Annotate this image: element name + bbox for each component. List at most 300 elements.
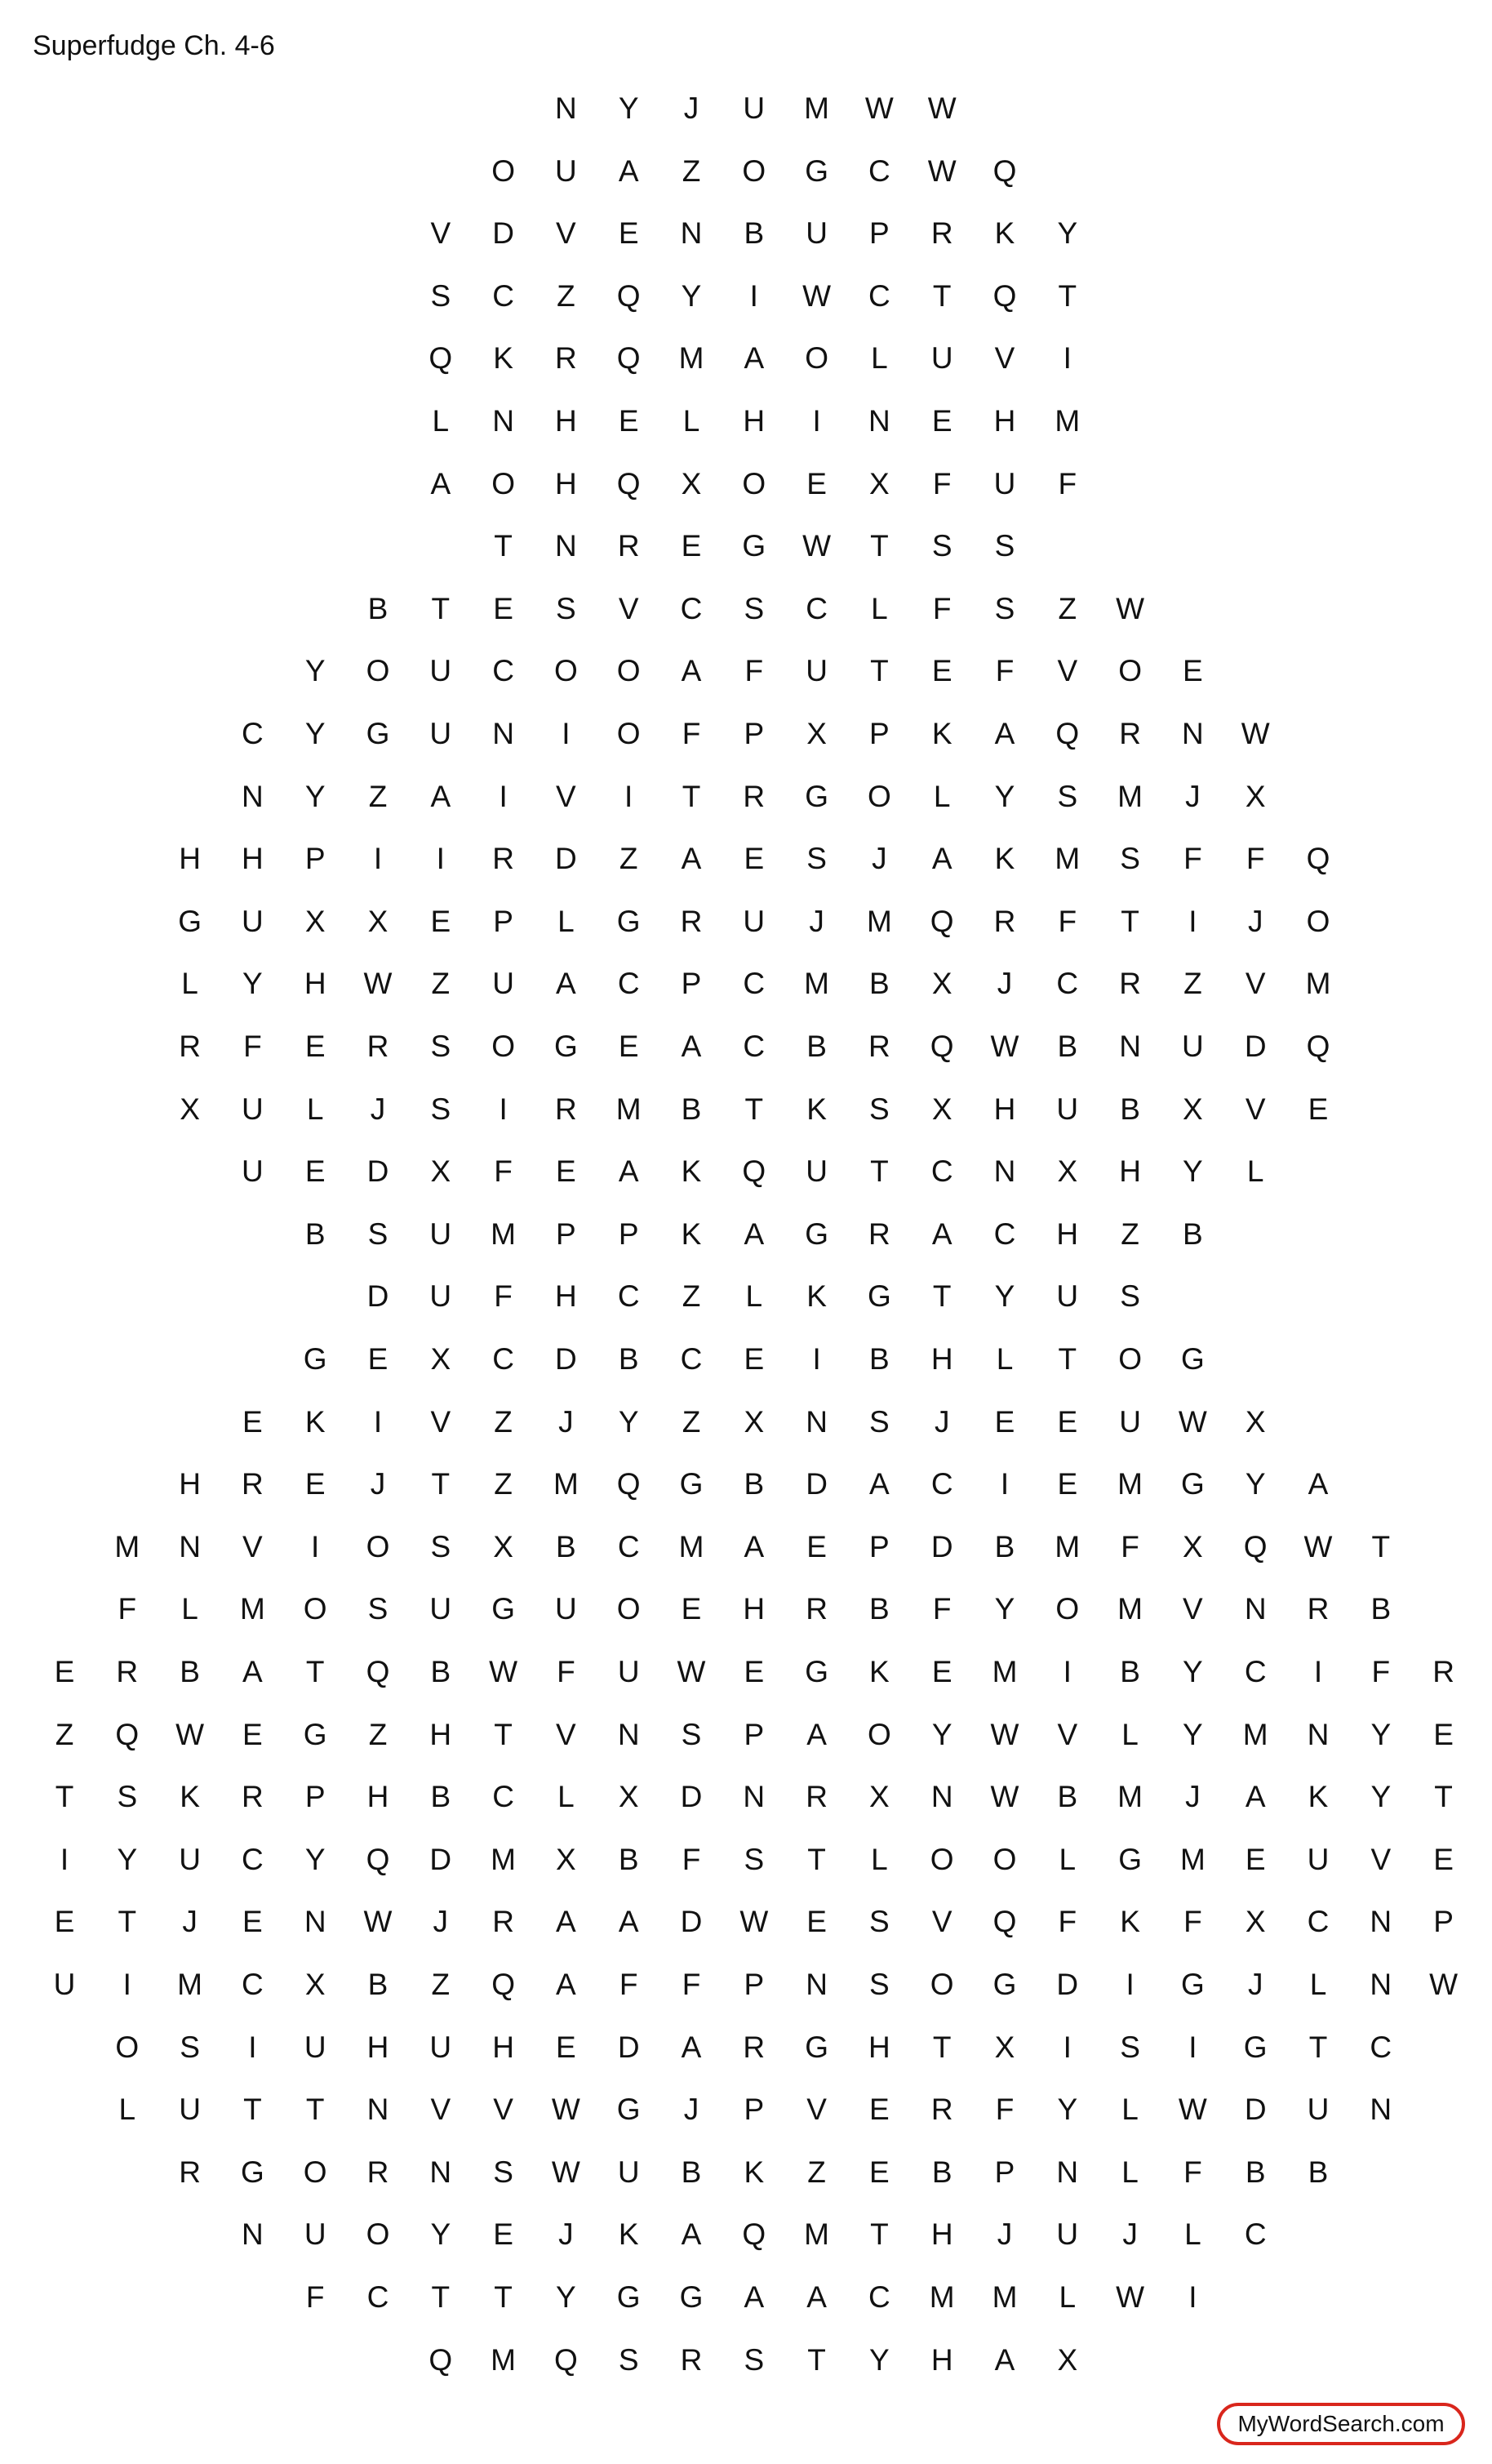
grid-letter[interactable]: A [1245, 1780, 1266, 1814]
grid-letter[interactable]: A [744, 2280, 765, 2314]
grid-letter[interactable]: E [681, 529, 702, 563]
grid-letter[interactable]: T [1058, 1342, 1077, 1376]
grid-letter[interactable]: S [744, 591, 765, 625]
grid-letter[interactable]: Y [618, 91, 639, 125]
grid-letter[interactable]: T [1058, 278, 1077, 313]
grid-letter[interactable]: P [304, 1780, 326, 1814]
grid-letter[interactable]: O [366, 2217, 390, 2252]
grid-letter[interactable]: T [494, 2280, 513, 2314]
grid-letter[interactable]: F [243, 1030, 262, 1063]
grid-letter[interactable]: E [1308, 1092, 1329, 1126]
grid-letter[interactable]: T [305, 1655, 325, 1688]
grid-letter[interactable]: S [430, 1030, 451, 1063]
grid-letter[interactable]: I [812, 404, 821, 438]
grid-letter[interactable]: C [617, 1279, 640, 1314]
grid-letter[interactable]: K [994, 842, 1015, 876]
grid-letter[interactable]: W [990, 1780, 1019, 1814]
grid-letter[interactable]: I [499, 779, 508, 813]
grid-letter[interactable]: Y [1057, 2093, 1078, 2127]
grid-letter[interactable]: R [1307, 1592, 1330, 1626]
grid-letter[interactable]: G [1181, 1467, 1205, 1501]
grid-letter[interactable]: V [618, 591, 639, 625]
grid-letter[interactable]: D [555, 842, 577, 876]
grid-letter[interactable]: J [1185, 1780, 1201, 1814]
grid-letter[interactable]: M [177, 1968, 202, 2001]
grid-letter[interactable]: B [1370, 1592, 1392, 1626]
grid-letter[interactable]: A [618, 153, 639, 188]
grid-letter[interactable]: U [242, 1154, 264, 1189]
grid-letter[interactable]: B [1057, 1780, 1078, 1814]
grid-letter[interactable]: I [1063, 1655, 1072, 1688]
grid-letter[interactable]: P [1433, 1905, 1454, 1939]
grid-letter[interactable]: F [494, 1154, 513, 1189]
grid-letter[interactable]: X [556, 1842, 576, 1876]
grid-letter[interactable]: K [994, 216, 1015, 251]
grid-letter[interactable]: A [994, 2342, 1015, 2377]
grid-letter[interactable]: Z [368, 1717, 388, 1751]
grid-letter[interactable]: G [616, 2093, 641, 2127]
grid-letter[interactable]: B [806, 1030, 827, 1063]
grid-letter[interactable]: T [118, 1905, 137, 1939]
grid-letter[interactable]: Z [1121, 1216, 1139, 1251]
grid-letter[interactable]: N [1307, 1717, 1330, 1751]
grid-letter[interactable]: S [430, 1092, 451, 1126]
grid-letter[interactable]: R [930, 216, 953, 251]
grid-letter[interactable]: E [744, 1342, 765, 1376]
grid-letter[interactable]: N [806, 1404, 828, 1439]
grid-letter[interactable]: I [812, 1342, 821, 1376]
grid-letter[interactable]: B [869, 1342, 890, 1376]
grid-letter[interactable]: S [869, 1968, 890, 2001]
grid-letter[interactable]: X [869, 1780, 890, 1814]
grid-letter[interactable]: I [562, 717, 571, 750]
grid-letter[interactable]: L [306, 1092, 324, 1126]
grid-letter[interactable]: H [555, 404, 577, 438]
grid-letter[interactable]: O [1118, 1342, 1142, 1376]
grid-letter[interactable]: J [997, 2217, 1013, 2252]
grid-letter[interactable]: I [624, 779, 633, 813]
grid-letter[interactable]: L [557, 1780, 575, 1814]
grid-letter[interactable]: O [930, 1842, 954, 1876]
grid-letter[interactable]: C [617, 967, 640, 1001]
grid-letter[interactable]: U [242, 1092, 264, 1126]
grid-letter[interactable]: K [304, 1404, 326, 1439]
grid-letter[interactable]: T [431, 591, 451, 625]
grid-letter[interactable]: I [122, 1968, 131, 2001]
grid-letter[interactable]: C [492, 278, 514, 313]
grid-letter[interactable]: X [1245, 1905, 1266, 1939]
grid-letter[interactable]: N [242, 2217, 264, 2252]
grid-letter[interactable]: I [499, 1092, 508, 1126]
grid-letter[interactable]: G [554, 1030, 578, 1063]
grid-letter[interactable]: X [681, 466, 702, 500]
grid-letter[interactable]: P [744, 1717, 765, 1751]
grid-letter[interactable]: W [175, 1717, 205, 1751]
grid-letter[interactable]: C [806, 591, 828, 625]
grid-letter[interactable]: N [868, 404, 890, 438]
grid-letter[interactable]: Z [1058, 591, 1077, 625]
grid-letter[interactable]: Y [304, 654, 326, 688]
grid-letter[interactable]: Q [930, 1030, 954, 1063]
grid-letter[interactable]: M [1117, 1780, 1143, 1814]
grid-letter[interactable]: O [616, 1592, 641, 1626]
grid-letter[interactable]: Y [556, 2280, 576, 2314]
grid-letter[interactable]: U [1056, 1279, 1079, 1314]
grid-letter[interactable]: A [1308, 1467, 1329, 1501]
grid-letter[interactable]: U [429, 717, 452, 750]
grid-letter[interactable]: E [681, 1592, 702, 1626]
grid-letter[interactable]: R [617, 529, 640, 563]
grid-letter[interactable]: U [930, 341, 953, 376]
grid-letter[interactable]: V [931, 1905, 952, 1939]
grid-letter[interactable]: G [805, 779, 828, 813]
grid-letter[interactable]: W [551, 2155, 580, 2189]
grid-letter[interactable]: Q [930, 904, 954, 938]
grid-letter[interactable]: N [492, 717, 514, 750]
grid-letter[interactable]: F [305, 2280, 325, 2314]
grid-letter[interactable]: E [242, 1717, 263, 1751]
grid-letter[interactable]: E [806, 466, 827, 500]
grid-letter[interactable]: E [493, 2217, 513, 2252]
grid-letter[interactable]: G [616, 2280, 641, 2314]
grid-letter[interactable]: G [805, 1216, 828, 1251]
grid-letter[interactable]: V [556, 1717, 576, 1751]
grid-letter[interactable]: G [241, 2155, 264, 2189]
grid-letter[interactable]: E [1057, 1404, 1078, 1439]
grid-letter[interactable]: I [373, 842, 383, 876]
grid-letter[interactable]: W [1429, 1968, 1459, 2001]
grid-letter[interactable]: L [1184, 2217, 1201, 2252]
grid-letter[interactable]: H [1119, 1154, 1141, 1189]
grid-letter[interactable]: Y [869, 2342, 890, 2377]
grid-letter[interactable]: B [681, 1092, 702, 1126]
grid-letter[interactable]: I [1188, 2280, 1197, 2314]
grid-letter[interactable]: R [680, 904, 703, 938]
grid-letter[interactable]: F [932, 466, 952, 500]
grid-letter[interactable]: Z [557, 278, 575, 313]
grid-letter[interactable]: K [1120, 1905, 1140, 1939]
grid-letter[interactable]: M [1117, 1592, 1143, 1626]
grid-letter[interactable]: B [1183, 1216, 1203, 1251]
grid-letter[interactable]: H [242, 842, 264, 876]
grid-letter[interactable]: K [806, 1092, 827, 1126]
grid-letter[interactable]: W [677, 1655, 706, 1688]
grid-letter[interactable]: J [558, 2217, 574, 2252]
grid-letter[interactable]: J [558, 1404, 574, 1439]
grid-letter[interactable]: R [242, 1467, 264, 1501]
grid-letter[interactable]: B [869, 967, 890, 1001]
grid-letter[interactable]: A [430, 779, 451, 813]
grid-letter[interactable]: R [116, 1655, 139, 1688]
grid-letter[interactable]: Q [742, 2217, 766, 2252]
grid-letter[interactable]: E [806, 1529, 827, 1563]
grid-letter[interactable]: T [1308, 2030, 1328, 2064]
grid-letter[interactable]: C [868, 278, 890, 313]
grid-letter[interactable]: L [1059, 2280, 1077, 2314]
grid-letter[interactable]: O [868, 1717, 891, 1751]
grid-letter[interactable]: G [1243, 2030, 1268, 2064]
grid-letter[interactable]: D [492, 216, 514, 251]
grid-letter[interactable]: H [429, 1717, 452, 1751]
grid-letter[interactable]: F [932, 591, 952, 625]
grid-letter[interactable]: E [618, 1030, 639, 1063]
grid-letter[interactable]: H [1056, 1216, 1079, 1251]
grid-letter[interactable]: L [871, 591, 888, 625]
grid-letter[interactable]: S [1120, 842, 1140, 876]
grid-letter[interactable]: H [366, 1780, 389, 1814]
grid-letter[interactable]: P [556, 1216, 576, 1251]
grid-letter[interactable]: W [927, 153, 957, 188]
grid-letter[interactable]: G [679, 2280, 704, 2314]
grid-letter[interactable]: G [303, 1717, 327, 1751]
grid-letter[interactable]: P [744, 717, 765, 750]
grid-letter[interactable]: N [492, 404, 514, 438]
grid-letter[interactable]: H [993, 404, 1016, 438]
grid-letter[interactable]: U [617, 1655, 640, 1688]
grid-letter[interactable]: P [493, 904, 513, 938]
grid-letter[interactable]: T [243, 2093, 262, 2127]
grid-letter[interactable]: T [55, 1780, 74, 1814]
grid-letter[interactable]: O [366, 654, 390, 688]
grid-letter[interactable]: S [869, 1092, 890, 1126]
grid-letter[interactable]: U [304, 2217, 326, 2252]
grid-letter[interactable]: F [557, 1655, 575, 1688]
grid-letter[interactable]: E [931, 654, 952, 688]
grid-letter[interactable]: M [929, 2280, 955, 2314]
grid-letter[interactable]: M [553, 1467, 579, 1501]
grid-letter[interactable]: S [493, 2155, 513, 2189]
grid-letter[interactable]: Y [994, 1592, 1015, 1626]
grid-letter[interactable]: R [743, 2030, 766, 2064]
grid-letter[interactable]: B [367, 591, 389, 625]
grid-letter[interactable]: B [556, 1529, 576, 1563]
grid-letter[interactable]: U [617, 2155, 640, 2189]
grid-letter[interactable]: M [1055, 1529, 1081, 1563]
grid-letter[interactable]: V [806, 2093, 827, 2127]
grid-letter[interactable]: E [869, 2093, 890, 2127]
grid-letter[interactable]: T [494, 529, 513, 563]
grid-letter[interactable]: R [743, 779, 766, 813]
grid-letter[interactable]: Y [1183, 1154, 1203, 1189]
grid-letter[interactable]: M [1305, 967, 1331, 1001]
grid-letter[interactable]: Z [807, 2155, 826, 2189]
grid-letter[interactable]: R [868, 1216, 890, 1251]
grid-letter[interactable]: F [1058, 466, 1077, 500]
grid-letter[interactable]: V [242, 1529, 263, 1563]
grid-letter[interactable]: W [489, 1655, 518, 1688]
grid-letter[interactable]: I [1126, 1968, 1135, 2001]
grid-letter[interactable]: J [809, 904, 824, 938]
grid-letter[interactable]: Q [616, 341, 641, 376]
grid-letter[interactable]: T [932, 1279, 952, 1314]
grid-letter[interactable]: T [932, 278, 952, 313]
grid-letter[interactable]: Z [682, 153, 701, 188]
grid-letter[interactable]: C [1244, 2217, 1267, 2252]
grid-letter[interactable]: P [618, 1216, 639, 1251]
grid-letter[interactable]: E [994, 1404, 1015, 1439]
grid-letter[interactable]: H [930, 2342, 953, 2377]
grid-letter[interactable]: Q [616, 466, 641, 500]
grid-letter[interactable]: X [1245, 1404, 1266, 1439]
grid-letter[interactable]: K [931, 717, 952, 750]
grid-letter[interactable]: J [1247, 1968, 1263, 2001]
grid-letter[interactable]: I [1063, 341, 1072, 376]
grid-letter[interactable]: E [744, 1655, 765, 1688]
grid-letter[interactable]: F [682, 1842, 701, 1876]
grid-letter[interactable]: J [683, 2093, 699, 2127]
grid-letter[interactable]: E [1433, 1842, 1454, 1876]
grid-letter[interactable]: A [681, 2030, 702, 2064]
grid-letter[interactable]: M [491, 2342, 516, 2377]
grid-letter[interactable]: E [304, 1154, 326, 1189]
grid-letter[interactable]: R [1119, 717, 1141, 750]
grid-letter[interactable]: A [681, 1030, 702, 1063]
grid-letter[interactable]: B [367, 1968, 389, 2001]
grid-letter[interactable]: D [366, 1154, 389, 1189]
grid-letter[interactable]: J [934, 1404, 950, 1439]
grid-letter[interactable]: G [491, 1592, 515, 1626]
grid-letter[interactable]: F [1183, 1905, 1202, 1939]
grid-letter[interactable]: Y [681, 278, 702, 313]
grid-letter[interactable]: D [680, 1780, 703, 1814]
grid-letter[interactable]: Q [1243, 1529, 1268, 1563]
grid-letter[interactable]: V [493, 2093, 513, 2127]
grid-letter[interactable]: D [1244, 1030, 1267, 1063]
grid-letter[interactable]: N [743, 1780, 766, 1814]
grid-letter[interactable]: Y [994, 1279, 1015, 1314]
grid-letter[interactable]: Q [616, 1467, 641, 1501]
grid-letter[interactable]: N [179, 1529, 201, 1563]
grid-letter[interactable]: O [868, 779, 891, 813]
grid-letter[interactable]: X [367, 904, 389, 938]
grid-letter[interactable]: B [994, 1529, 1015, 1563]
grid-letter[interactable]: Z [494, 1467, 513, 1501]
grid-letter[interactable]: B [681, 2155, 702, 2189]
grid-letter[interactable]: Z [368, 779, 388, 813]
grid-letter[interactable]: E [430, 904, 451, 938]
grid-letter[interactable]: F [1121, 1529, 1139, 1563]
grid-letter[interactable]: W [990, 1030, 1019, 1063]
grid-letter[interactable]: M [1055, 404, 1081, 438]
mywordsearch-logo[interactable]: MyWordSearch.com [1217, 2403, 1465, 2445]
grid-letter[interactable]: W [363, 967, 393, 1001]
grid-letter[interactable]: E [367, 1342, 389, 1376]
grid-letter[interactable]: K [681, 1216, 702, 1251]
grid-letter[interactable]: W [1303, 1529, 1333, 1563]
grid-letter[interactable]: B [1120, 1655, 1140, 1688]
grid-letter[interactable]: J [433, 1905, 449, 1939]
grid-letter[interactable]: O [1306, 904, 1330, 938]
grid-letter[interactable]: G [178, 904, 202, 938]
grid-letter[interactable]: B [1308, 2155, 1329, 2189]
grid-letter[interactable]: F [619, 1968, 638, 2001]
grid-letter[interactable]: G [992, 1968, 1017, 2001]
grid-letter[interactable]: U [179, 1842, 201, 1876]
grid-letter[interactable]: E [54, 1655, 75, 1688]
grid-letter[interactable]: M [1055, 842, 1081, 876]
grid-letter[interactable]: Q [992, 153, 1017, 188]
grid-letter[interactable]: M [804, 967, 829, 1001]
grid-letter[interactable]: A [556, 1968, 576, 2001]
grid-letter[interactable]: Q [366, 1655, 390, 1688]
grid-letter[interactable]: W [1178, 2093, 1207, 2127]
grid-letter[interactable]: G [679, 1467, 704, 1501]
grid-letter[interactable]: U [806, 216, 828, 251]
grid-letter[interactable]: S [681, 1717, 702, 1751]
grid-letter[interactable]: M [491, 1216, 516, 1251]
grid-letter[interactable]: V [1057, 654, 1078, 688]
grid-letter[interactable]: N [1056, 2155, 1079, 2189]
grid-letter[interactable]: A [430, 466, 451, 500]
grid-letter[interactable]: G [805, 153, 828, 188]
grid-letter[interactable]: X [618, 1780, 639, 1814]
grid-letter[interactable]: A [931, 842, 952, 876]
grid-letter[interactable]: O [554, 654, 578, 688]
grid-letter[interactable]: Q [742, 1154, 766, 1189]
grid-letter[interactable]: X [1057, 2342, 1078, 2377]
grid-letter[interactable]: I [1188, 2030, 1197, 2064]
grid-letter[interactable]: M [615, 1092, 642, 1126]
grid-letter[interactable]: F [1371, 1655, 1391, 1688]
grid-letter[interactable]: Y [304, 717, 326, 750]
grid-letter[interactable]: U [1056, 1092, 1079, 1126]
grid-letter[interactable]: E [242, 1905, 263, 1939]
grid-letter[interactable]: C [1370, 2030, 1392, 2064]
grid-letter[interactable]: H [179, 1467, 201, 1501]
grid-letter[interactable]: B [1057, 1030, 1078, 1063]
grid-letter[interactable]: J [997, 967, 1013, 1001]
grid-letter[interactable]: T [870, 2217, 889, 2252]
grid-letter[interactable]: V [1245, 967, 1266, 1001]
grid-letter[interactable]: N [1370, 1968, 1392, 2001]
grid-letter[interactable]: N [304, 1905, 326, 1939]
grid-letter[interactable]: D [617, 2030, 640, 2064]
grid-letter[interactable]: T [807, 2342, 826, 2377]
grid-letter[interactable]: D [1056, 1968, 1079, 2001]
grid-letter[interactable]: B [618, 1842, 639, 1876]
grid-letter[interactable]: W [927, 91, 957, 125]
grid-letter[interactable]: J [1122, 2217, 1138, 2252]
grid-letter[interactable]: H [179, 842, 201, 876]
grid-letter[interactable]: G [805, 1655, 828, 1688]
grid-letter[interactable]: J [1185, 779, 1201, 813]
grid-letter[interactable]: E [304, 1030, 326, 1063]
grid-letter[interactable]: M [804, 91, 829, 125]
grid-letter[interactable]: E [1433, 1717, 1454, 1751]
grid-letter[interactable]: R [555, 341, 577, 376]
grid-letter[interactable]: G [805, 2030, 828, 2064]
grid-letter[interactable]: C [617, 1529, 640, 1563]
grid-letter[interactable]: S [1120, 2030, 1140, 2064]
grid-letter[interactable]: L [181, 1592, 198, 1626]
grid-letter[interactable]: R [806, 1780, 828, 1814]
grid-letter[interactable]: W [1116, 2280, 1145, 2314]
grid-letter[interactable]: N [806, 1968, 828, 2001]
grid-letter[interactable]: P [869, 216, 890, 251]
grid-letter[interactable]: F [932, 1592, 952, 1626]
grid-letter[interactable]: Q [992, 278, 1017, 313]
grid-letter[interactable]: R [366, 1030, 389, 1063]
grid-letter[interactable]: I [60, 1842, 69, 1876]
grid-letter[interactable]: D [429, 1842, 452, 1876]
grid-letter[interactable]: B [304, 1216, 326, 1251]
grid-letter[interactable]: U [429, 1592, 452, 1626]
grid-letter[interactable]: P [869, 1529, 890, 1563]
grid-letter[interactable]: U [179, 2093, 201, 2127]
grid-letter[interactable]: O [616, 717, 641, 750]
grid-letter[interactable]: G [1118, 1842, 1142, 1876]
grid-letter[interactable]: B [180, 1655, 200, 1688]
